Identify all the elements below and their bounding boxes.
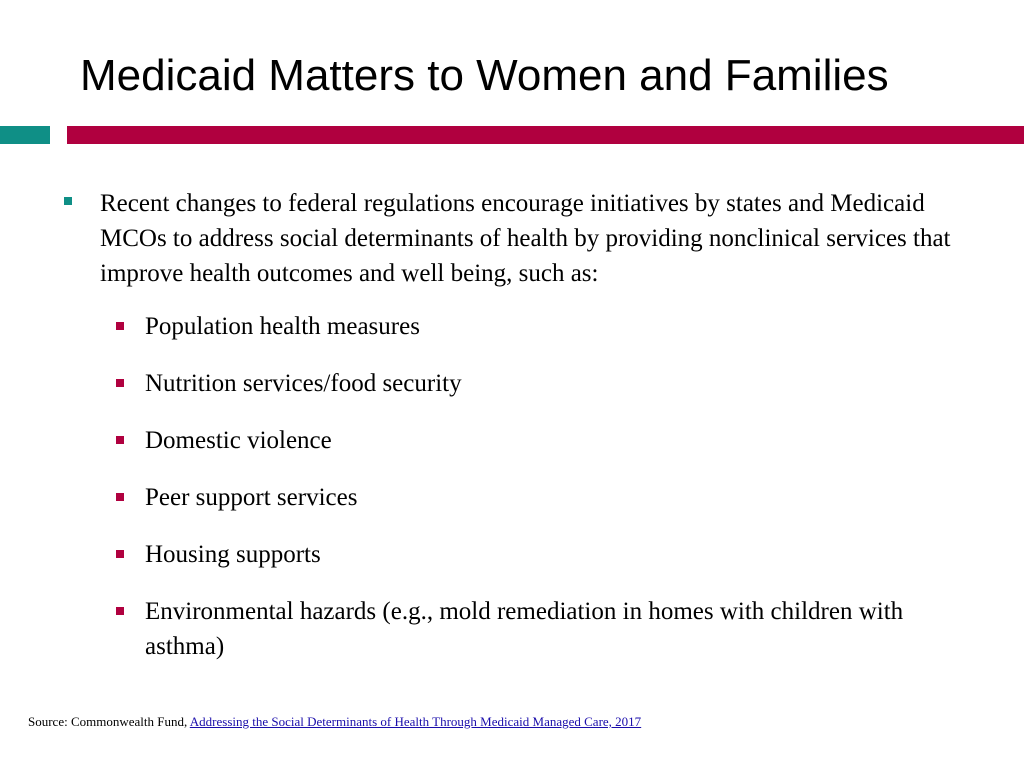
main-bullet-text: Recent changes to federal regulations encourage initiatives by states and Medicaid MCOs to address social determinants of health by providing nonclinical services that improve health outcomes and well being, such as: bbox=[100, 190, 951, 287]
source-citation bbox=[28, 714, 641, 730]
sub-bullet-text: Housing supports bbox=[145, 541, 321, 568]
square-bullet-icon bbox=[116, 436, 124, 444]
square-bullet-icon bbox=[116, 550, 124, 558]
square-bullet-icon bbox=[116, 607, 124, 615]
sub-bullet-item bbox=[60, 366, 960, 401]
source-link[interactable]: Addressing the Social Determinants of Health Through Medicaid Managed Care, 2017 bbox=[189, 714, 642, 729]
sub-bullet-item bbox=[60, 309, 960, 344]
sub-bullet-text: Peer support services bbox=[145, 484, 358, 511]
slide-title: Medicaid Matters to Women and Families bbox=[80, 51, 889, 100]
sub-bullet-item bbox=[60, 537, 960, 572]
sub-bullet-text: Domestic violence bbox=[145, 427, 332, 454]
sub-bullet-text: Population health measures bbox=[145, 313, 420, 340]
main-bullet-item bbox=[60, 186, 960, 291]
sub-bullet-list bbox=[60, 309, 960, 664]
sub-bullet-item bbox=[60, 480, 960, 515]
source-prefix: Source: Commonwealth Fund, bbox=[28, 714, 190, 729]
square-bullet-icon bbox=[116, 322, 124, 330]
accent-bar-teal bbox=[0, 126, 50, 144]
square-bullet-icon bbox=[64, 197, 72, 205]
square-bullet-icon bbox=[116, 493, 124, 501]
square-bullet-icon bbox=[116, 379, 124, 387]
slide-body bbox=[60, 186, 960, 686]
sub-bullet-item bbox=[60, 423, 960, 458]
sub-bullet-text: Nutrition services/food security bbox=[145, 370, 462, 397]
sub-bullet-text: Environmental hazards (e.g., mold remediation in homes with children with asthma) bbox=[145, 598, 904, 660]
sub-bullet-item bbox=[60, 594, 960, 664]
accent-bar-crimson bbox=[67, 126, 1024, 144]
